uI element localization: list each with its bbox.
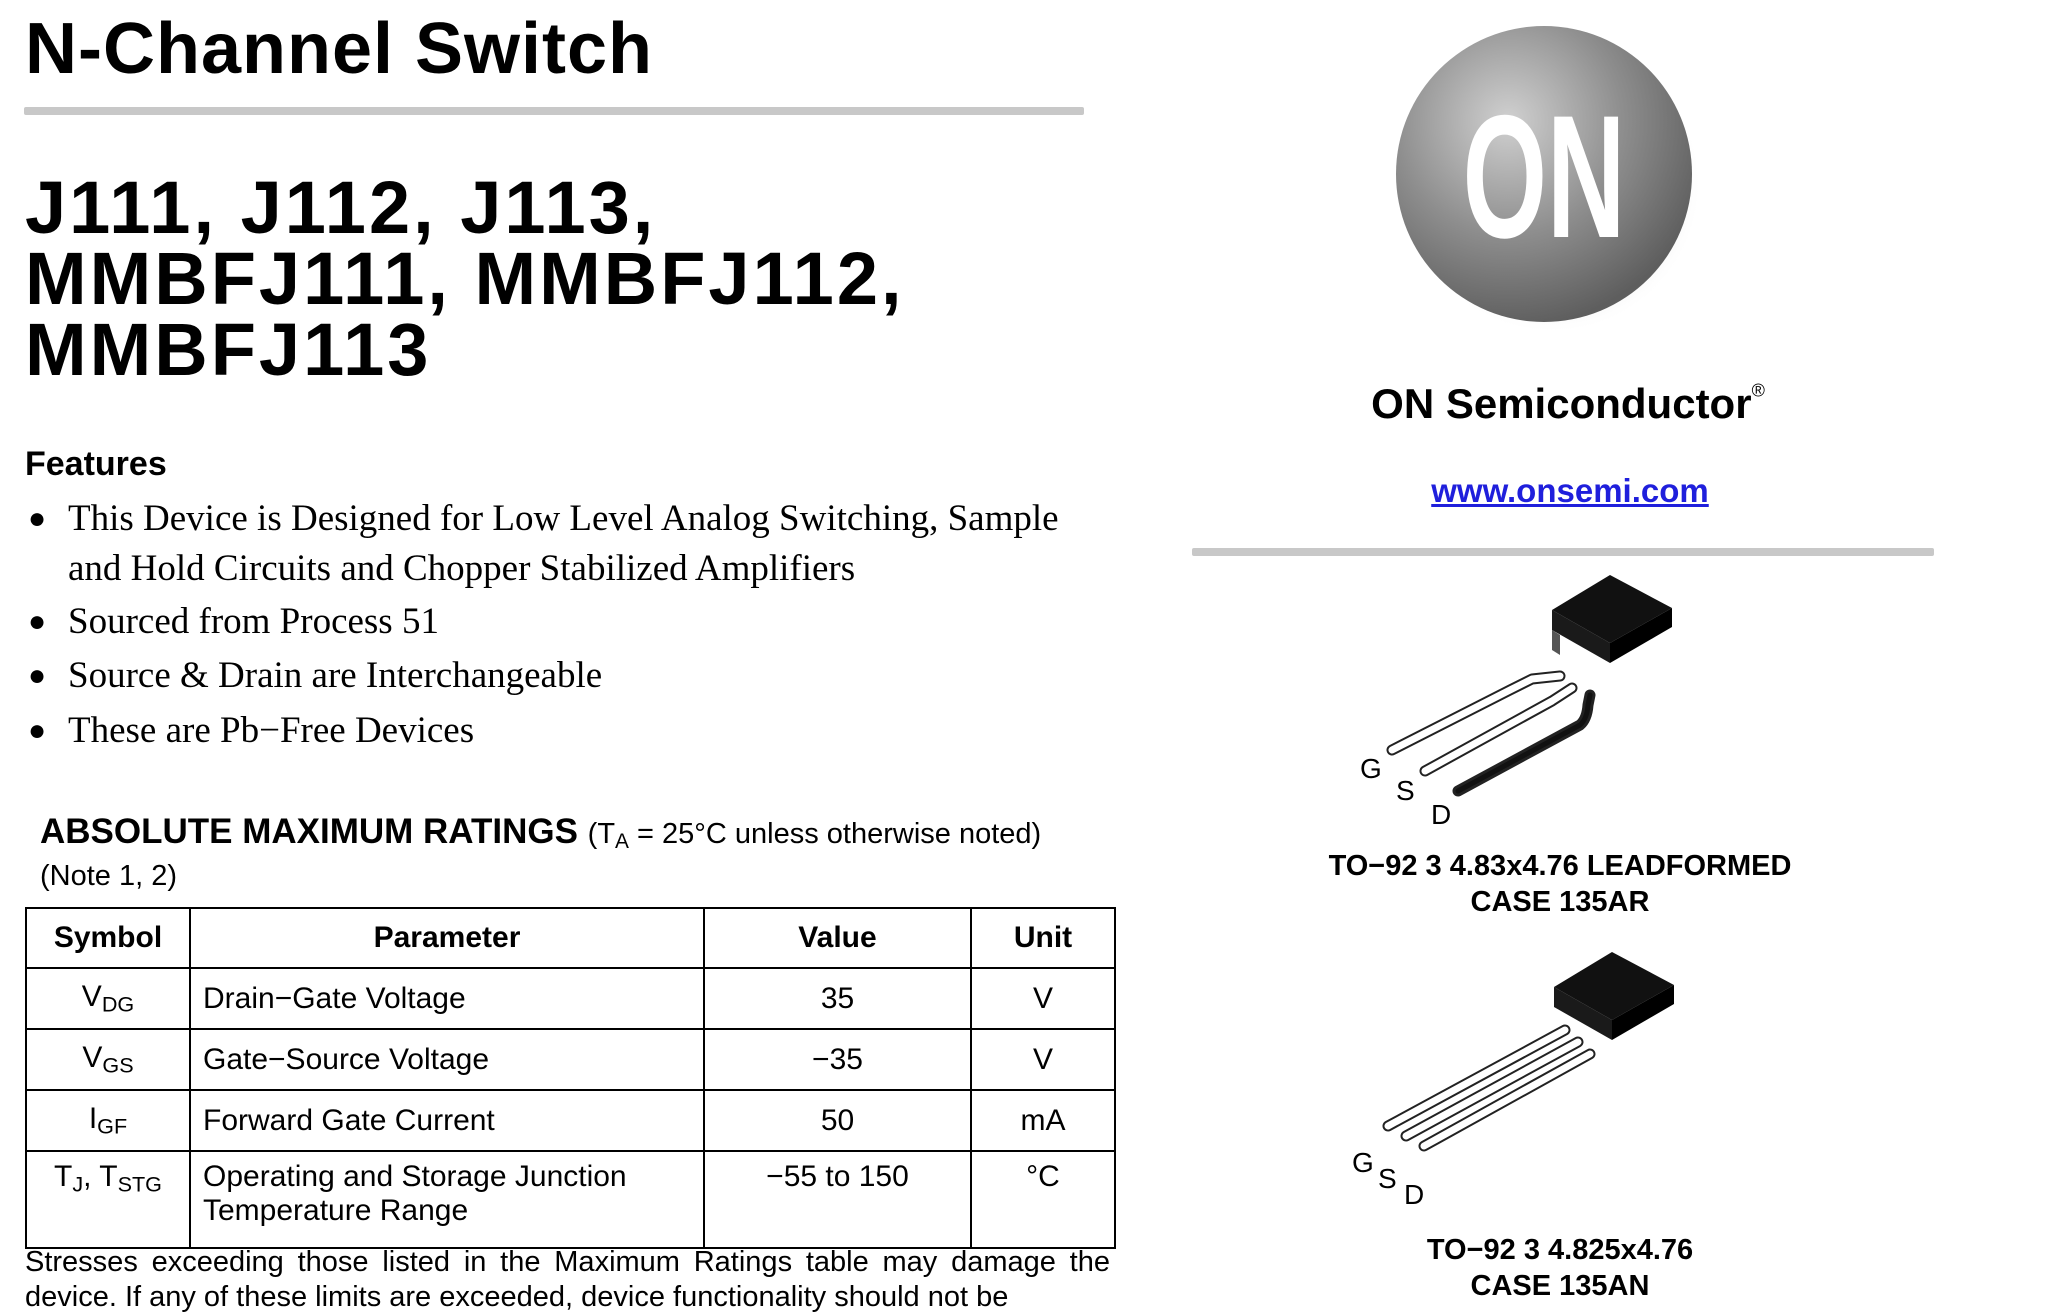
pin-label-d: D (1431, 799, 1452, 830)
package-caption (1260, 1232, 1860, 1304)
website-link[interactable]: www.onsemi.com (1431, 472, 1709, 509)
symbol-cell: $V_{GS}$ (26, 1029, 190, 1090)
parameter-cell: Drain−Gate Voltage (190, 968, 704, 1029)
ratings-table (25, 907, 1116, 1249)
package-case: CASE 135AN (1470, 1270, 1650, 1302)
parameter-cell: Forward Gate Current (190, 1090, 704, 1151)
column-header-parameter: Parameter (190, 908, 704, 968)
value-cell: −35 (704, 1029, 971, 1090)
feature-text: Sourced from Process 51 (68, 601, 439, 642)
to92-straight-package-icon (1260, 950, 1860, 1220)
symbol-cell: $T_J$, $T_{STG}$ (26, 1151, 190, 1248)
pin-label-s: S (1378, 1163, 1397, 1194)
part-number-line: MMBFJ113 (25, 308, 432, 391)
feature-text: This Device is Designed for Low Level Analog Switching, Sample and Hold Circuits and Chopper Stabilized Amplifiers (68, 498, 1059, 589)
table-row (26, 1029, 1115, 1090)
pin-label-s: S (1396, 775, 1415, 806)
parameter-cell: Gate−Source Voltage (190, 1029, 704, 1090)
pin-label-g: G (1360, 753, 1382, 784)
column-header-symbol: Symbol (26, 908, 190, 968)
unit-cell: °C (971, 1151, 1115, 1248)
symbol-cell: $V_{DG}$ (26, 968, 190, 1029)
package-name: TO−92 3 4.83x4.76 LEADFORMED (1328, 850, 1792, 882)
page-title: N-Channel Switch (25, 9, 654, 89)
title-divider (24, 107, 1084, 115)
brand-name: ON Semiconductor® (1371, 380, 1765, 427)
value-cell: −55 to 150 (704, 1151, 971, 1248)
feature-item (28, 706, 1118, 756)
package-case: CASE 135AR (1470, 886, 1650, 918)
column-header-value: Value (704, 908, 971, 968)
on-logo-icon (1392, 22, 1698, 332)
feature-text: These are Pb−Free Devices (68, 710, 475, 751)
ratings-note: (Note 1, 2) (40, 860, 177, 892)
stress-footnote: Stresses exceeding those listed in the Maximum Ratings table may damage the device. If any of these limits are exceeded, device functionality should not be (25, 1246, 1110, 1313)
part-number-line: MMBFJ111, MMBFJ112, (25, 237, 905, 320)
features-heading: Features (25, 445, 167, 483)
bullet-icon: ● (28, 605, 47, 638)
ratings-title: ABSOLUTE MAXIMUM RATINGS (40, 812, 578, 851)
ratings-heading (40, 812, 1041, 854)
logo-text: ON (1462, 78, 1626, 275)
pin-label-d: D (1404, 1179, 1425, 1210)
value-cell: 35 (704, 968, 971, 1029)
feature-text: Source & Drain are Interchangeable (68, 655, 603, 696)
bullet-icon: ● (28, 659, 47, 692)
unit-cell: V (971, 1029, 1115, 1090)
column-header-unit: Unit (971, 908, 1115, 968)
bullet-icon: ● (28, 714, 47, 747)
package-caption (1260, 848, 1860, 920)
unit-cell: mA (971, 1090, 1115, 1151)
symbol-cell: $I_{GF}$ (26, 1090, 190, 1151)
feature-item (28, 597, 1118, 647)
part-number-line: J111, J112, J113, (25, 166, 657, 249)
parameter-cell: Operating and Storage Junction Temperature Range (190, 1151, 704, 1248)
feature-item (28, 494, 1118, 594)
pin-label-g: G (1352, 1147, 1374, 1178)
value-cell: 50 (704, 1090, 971, 1151)
table-header-row (26, 908, 1115, 968)
feature-item (28, 651, 1118, 701)
unit-cell: V (971, 968, 1115, 1029)
ratings-condition: ($T_A = 25^\circ C$ unless otherwise noted) (587, 818, 1042, 854)
section-divider (1192, 548, 1934, 556)
package-name: TO−92 3 4.825x4.76 (1426, 1234, 1694, 1266)
bullet-icon: ● (28, 502, 47, 535)
table-row (26, 968, 1115, 1029)
to92-leadformed-package-icon (1260, 575, 1860, 845)
table-row (26, 1151, 1115, 1248)
table-row (26, 1090, 1115, 1151)
